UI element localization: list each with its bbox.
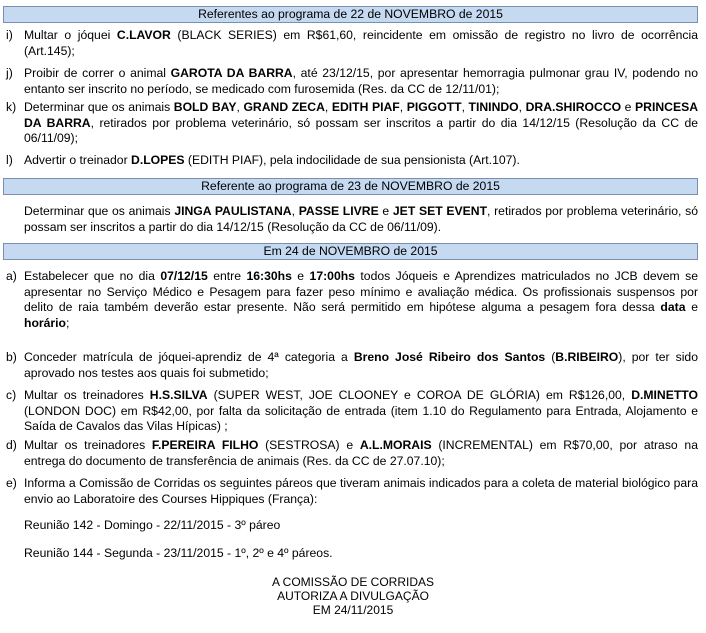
signature-line: A COMISSÃO DE CORRIDAS — [271, 575, 435, 589]
item-d — [6, 438, 698, 469]
item-text: Advertir o treinador D.LOPES (EDITH PIAF), pela indocilidade de sua pensionista (Art.107). — [24, 153, 520, 167]
section-header-23-nov: Referente ao programa de 23 de NOVEMBRO de 2015 — [3, 178, 698, 195]
meeting-line: Reunião 144 - Segunda - 23/11/2015 - 1º, 2º e 4º páreos. — [24, 546, 333, 560]
item-text: Conceder matrícula de jóquei-aprendiz de 4ª categoria a Breno José Ribeiro dos Santos (B.RIBEIRO), por ter sido aprovado nos testes aos quais foi submetido; — [24, 350, 698, 380]
item-text: Informa a Comissão de Corridas os seguintes páreos que tiveram animais indicados para a coleta de material biológico para envio ao Laboratoire des Courses Hippiques (França): — [24, 476, 698, 506]
meeting-line: Reunião 142 - Domingo - 22/11/2015 - 3º páreo — [24, 518, 281, 532]
signature-line: EM 24/11/2015 — [312, 603, 394, 617]
item-text: Multar os treinadores H.S.SILVA (SUPER WEST, JOE CLOONEY e COROA DE GLÓRIA) em R$126,00, D.MINETTO (LONDON DOC) em R$42,00, por falta da solicitação de entrada (item 1.10 do Regulamento para Entrada, Alojamento e Saída de Cavalos das Vilas Hípicas) ; — [24, 388, 698, 434]
item-text: Multar os treinadores F.PEREIRA FILHO (SESTROSA) e A.L.MORAIS (INCREMENTAL) em R$70,00, por atraso na entrega do documento de transferência de animais (Res. da CC de 27.07.10); — [24, 438, 698, 468]
item-i — [6, 28, 698, 59]
item-label: d) — [6, 438, 17, 452]
item-b — [6, 350, 698, 381]
item-text: Estabelecer que no dia 07/12/15 entre 16:30hs e 17:00hs todos Jóqueis e Aprendizes matriculados no JCB devem se apresentar no Serviço Médico e Pesagem para fazer peso mínimo e avaliação médica. Os profissionais suspensos por delito de raia também deverão estar presente. Não será permitido em hipótese alguma a pesagem fora dessa data e horário; — [24, 269, 699, 330]
paragraph-23-nov: Determinar que os animais JINGA PAULISTANA, PASSE LIVRE e JET SET EVENT, retirados por problema veterinário, só possam ser inscritos a partir do dia 14/12/15 (Resolução da CC de 06/11/09). — [24, 204, 698, 234]
item-label: c) — [6, 388, 17, 402]
section-header-22-nov: Referentes ao programa de 22 de NOVEMBRO de 2015 — [3, 6, 698, 23]
section-header-24-nov: Em 24 de NOVEMBRO de 2015 — [3, 243, 698, 260]
item-l — [6, 153, 698, 169]
item-label: i) — [6, 28, 13, 42]
item-text: Determinar que os animais BOLD BAY, GRAND ZECA, EDITH PIAF, PIGGOTT, TININDO, DRA.SHIROCCO e PRINCESA DA BARRA, retirados por problema veterinário, só possam ser inscritos a partir do dia 14/12/15 (Resolução da CC de 06/11/09); — [24, 100, 699, 146]
item-label: a) — [6, 269, 17, 283]
item-label: e) — [6, 476, 17, 490]
item-label: l) — [6, 153, 13, 167]
item-label: j) — [6, 66, 13, 80]
item-c — [6, 388, 698, 435]
item-label: b) — [6, 350, 17, 364]
item-label: k) — [6, 100, 17, 114]
item-text: Proibir de correr o animal GAROTA DA BARRA, até 23/12/15, por apresentar hemorragia pulmonar grau IV, podendo no entanto ser inscrito no período, se medicado com furosemida (Res. da CC de 12/11/01); — [24, 66, 698, 96]
signature-line: AUTORIZA A DIVULGAÇÃO — [277, 589, 429, 603]
item-text: Multar o jóquei C.LAVOR (BLACK SERIES) em R$61,60, reincidente em omissão de registro no livro de ocorrência (Art.145); — [24, 28, 698, 58]
item-j — [6, 66, 698, 97]
item-e — [6, 476, 698, 507]
item-k — [6, 100, 698, 147]
item-a — [6, 269, 698, 331]
